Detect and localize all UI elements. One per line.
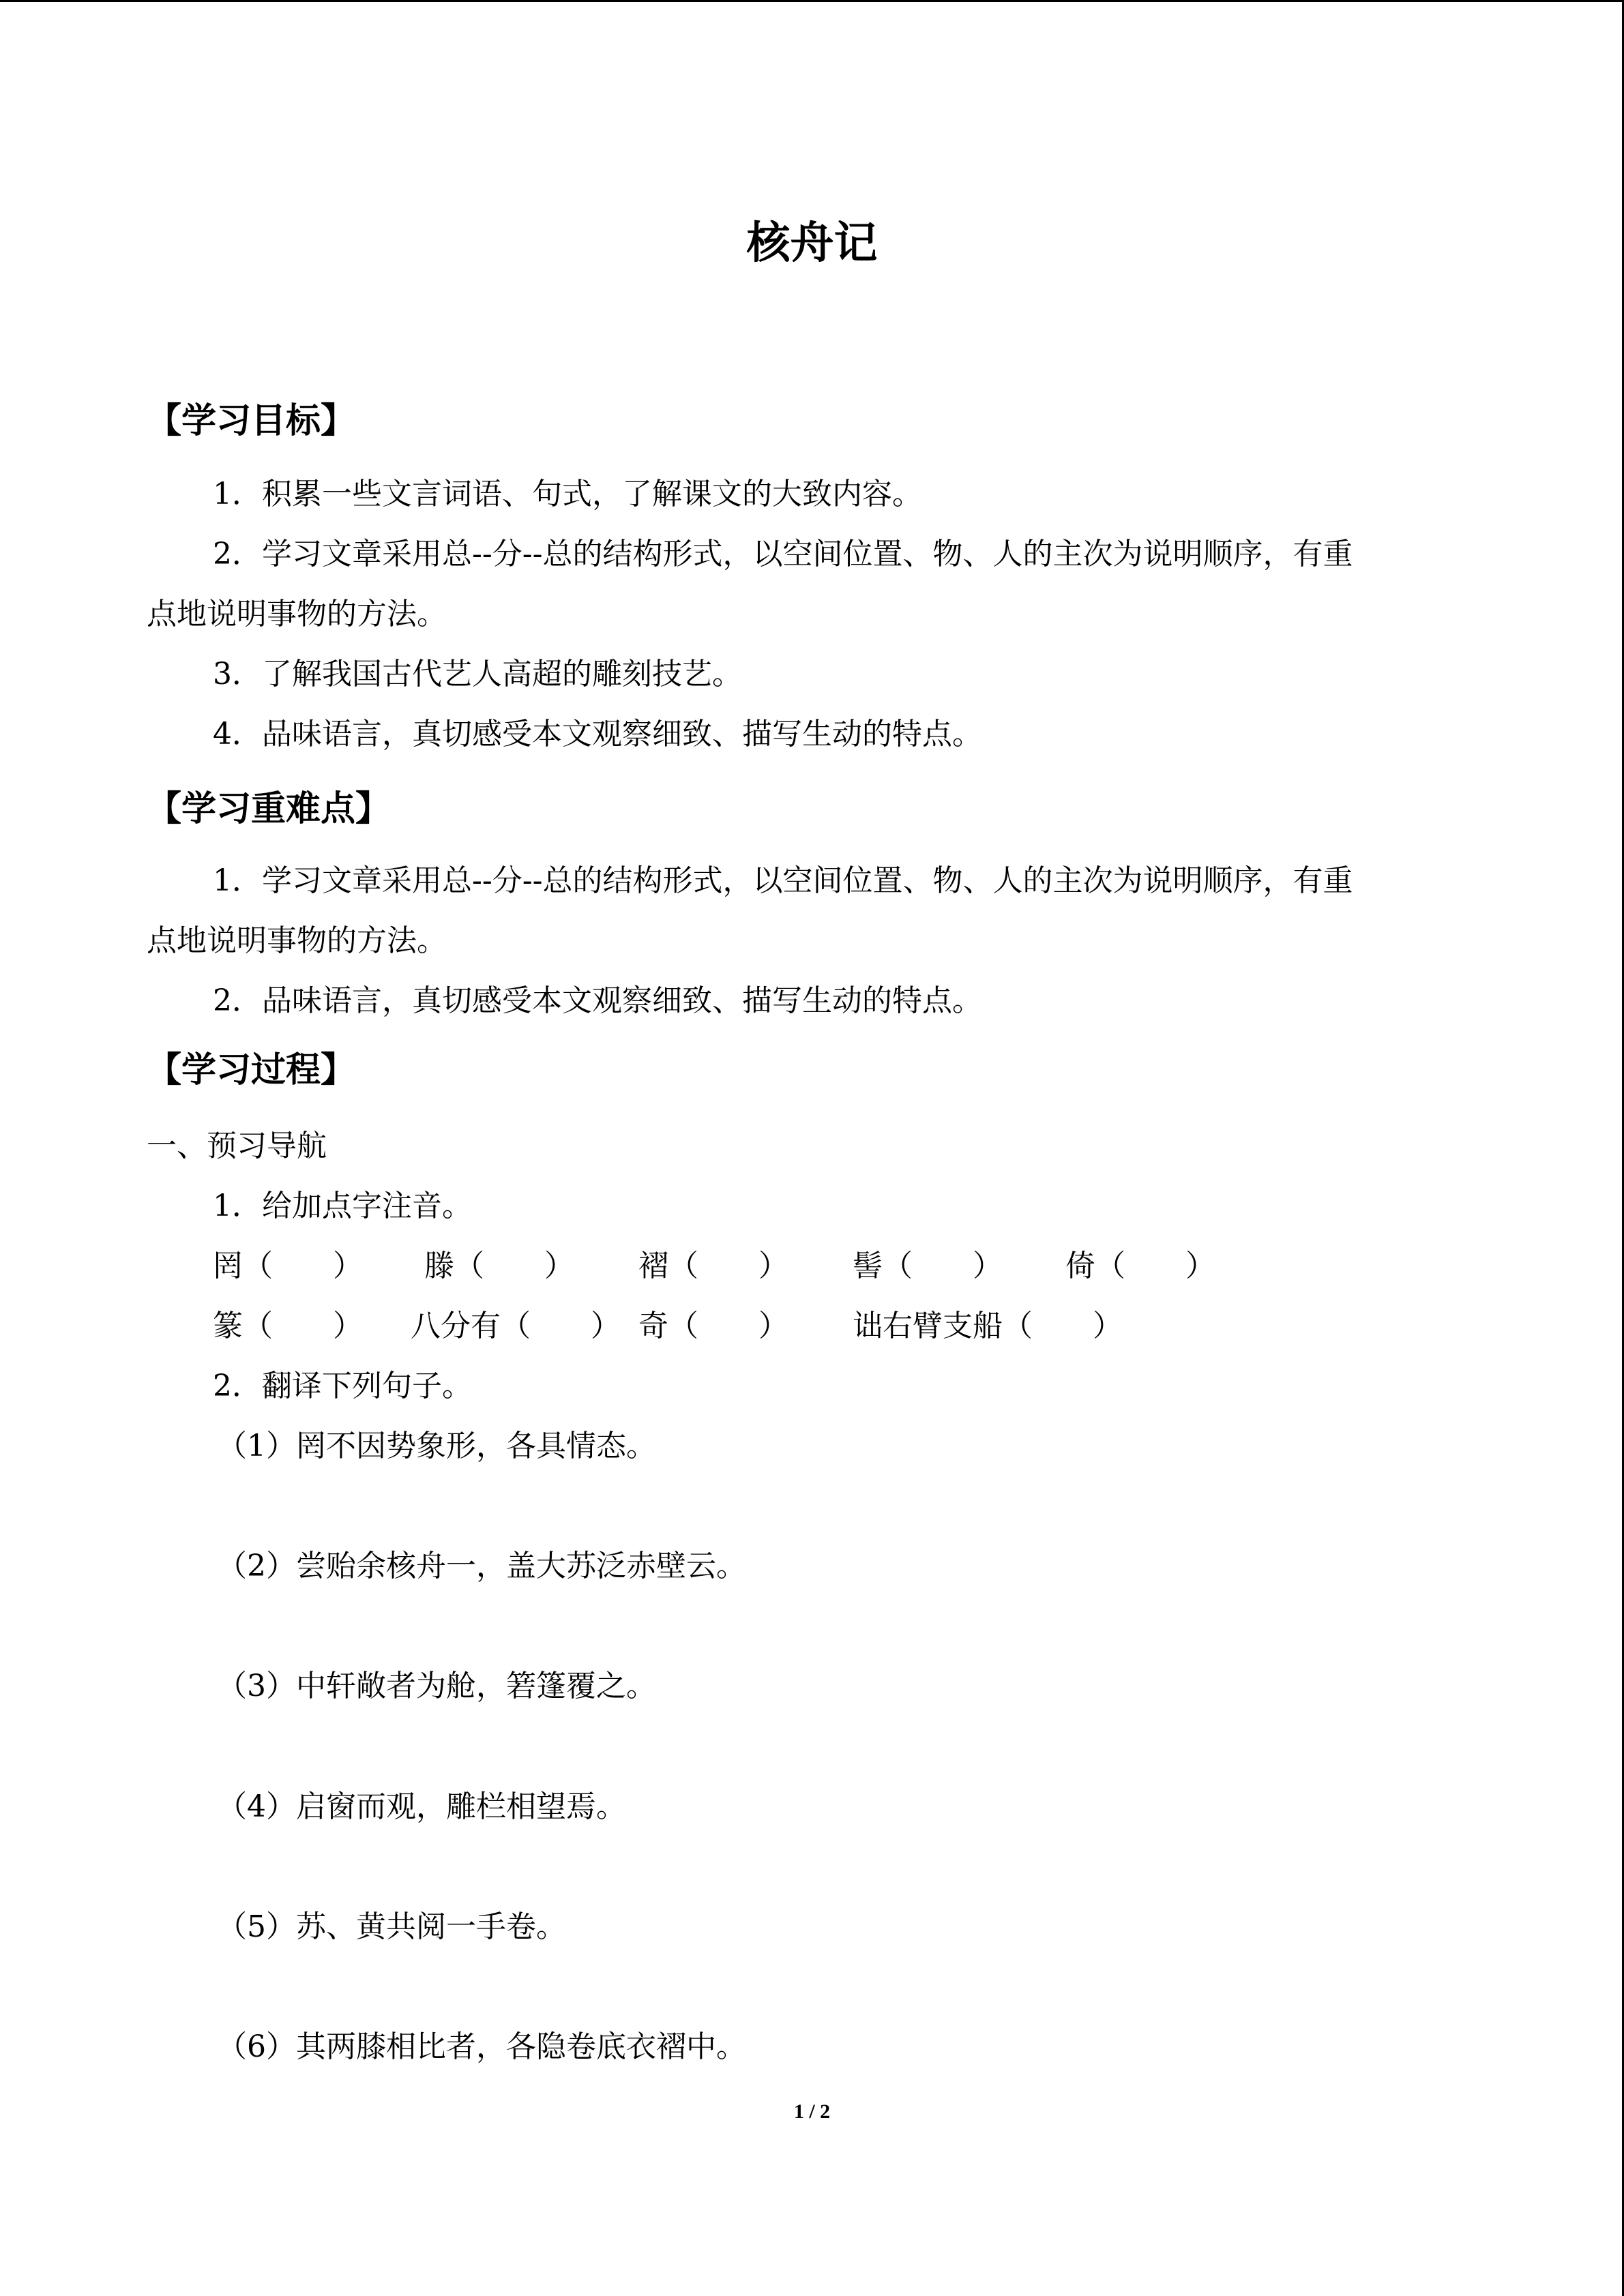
preview-title: 一、预习导航 [147, 1129, 327, 1163]
page-border-top [0, 0, 1624, 2]
objective-item-continued: 点地说明事物的方法。 [147, 597, 447, 631]
keypoint-item-continued: 点地说明事物的方法。 [147, 923, 447, 958]
process-heading: 【学习过程】 [147, 1050, 356, 1090]
objective-item: 1．积累一些文言词语、句式，了解课文的大致内容。 [213, 477, 922, 511]
pinyin-item: 倚（ ） [1065, 1249, 1215, 1283]
pinyin-item: 奇（ ） [638, 1309, 788, 1343]
pinyin-item: 褶（ ） [638, 1249, 788, 1283]
translation-item: （5）苏、黄共阅一手卷。 [217, 1909, 566, 1944]
objective-item: 2．学习文章采用总--分--总的结构形式，以空间位置、物、人的主次为说明顺序，有重 [213, 537, 1353, 571]
question-2-title: 2．翻译下列句子。 [213, 1369, 472, 1403]
objective-item: 4．品味语言，真切感受本文观察细致、描写生动的特点。 [213, 717, 982, 751]
translation-item: （2）尝贻余核舟一，盖大苏泛赤壁云。 [217, 1549, 746, 1583]
translation-item: （6）其两膝相比者，各隐卷底衣褶中。 [217, 2029, 746, 2064]
keypoint-item: 1．学习文章采用总--分--总的结构形式，以空间位置、物、人的主次为说明顺序，有重 [213, 863, 1353, 898]
pinyin-item: 罔（ ） [213, 1249, 363, 1283]
question-1-title: 1．给加点字注音。 [213, 1189, 472, 1223]
objectives-heading: 【学习目标】 [147, 401, 356, 441]
objective-item: 3．了解我国古代艺人高超的雕刻技艺。 [213, 657, 742, 691]
pinyin-item: 篆（ ） [213, 1309, 363, 1343]
document-title: 核舟记 [746, 218, 878, 269]
pinyin-item: 诎右臂支船（ ） [853, 1309, 1123, 1343]
translation-item: （3）中轩敞者为舱，箬篷覆之。 [217, 1669, 656, 1703]
pinyin-item: 髻（ ） [853, 1249, 1003, 1283]
keypoint-item: 2．品味语言，真切感受本文观察细致、描写生动的特点。 [213, 983, 982, 1018]
pinyin-item: 八分有（ ） [411, 1309, 621, 1343]
translation-item: （4）启窗而观，雕栏相望焉。 [217, 1789, 626, 1824]
keypoints-heading: 【学习重难点】 [147, 789, 391, 829]
translation-item: （1）罔不因势象形，各具情态。 [217, 1429, 656, 1463]
page-number: 1 / 2 [793, 2100, 831, 2123]
pinyin-item: 滕（ ） [424, 1249, 574, 1283]
